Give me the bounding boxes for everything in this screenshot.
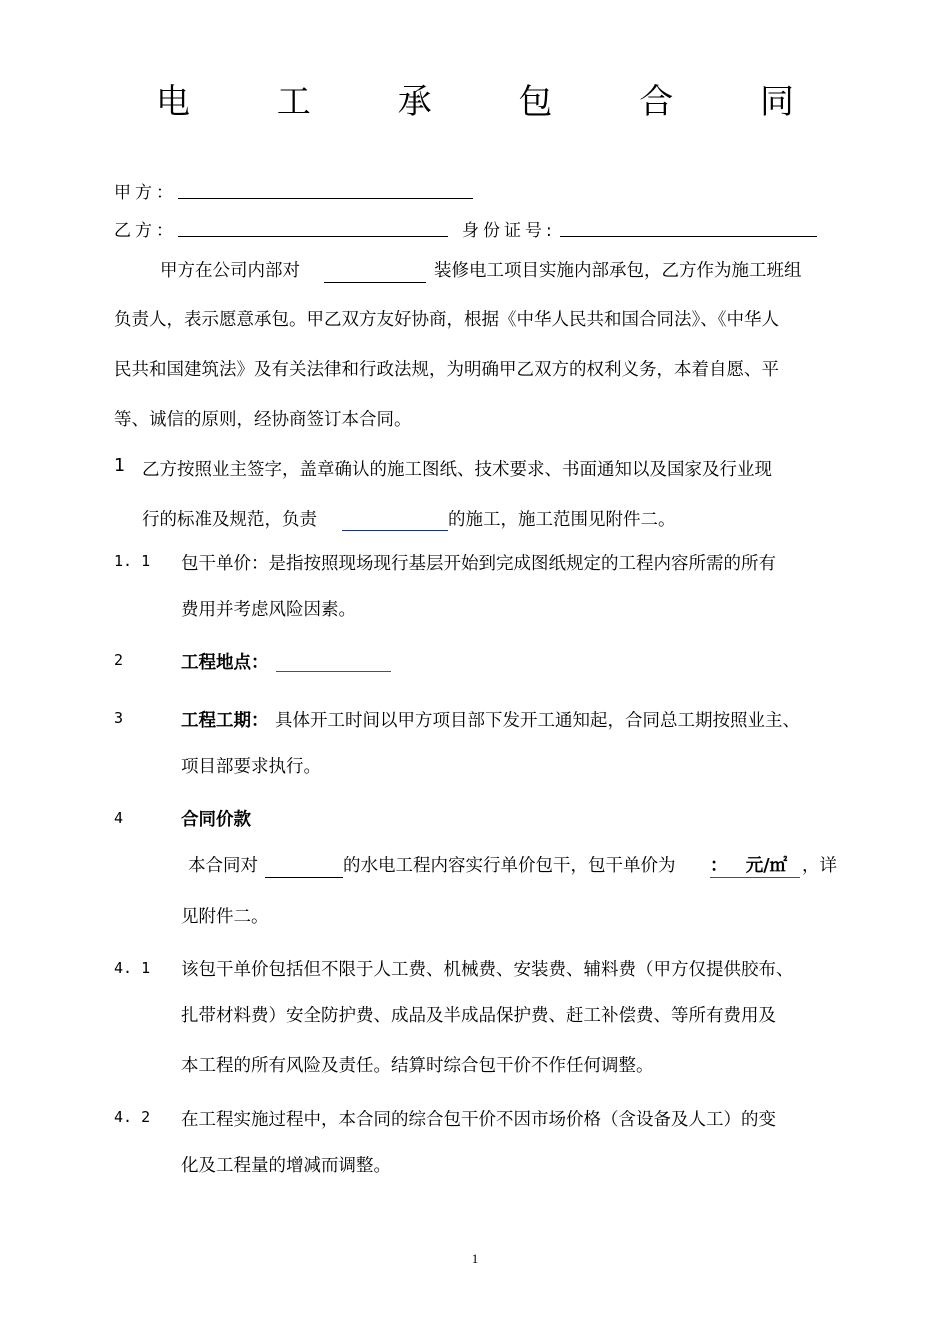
section-4-2-number: 4. 2 bbox=[114, 1108, 151, 1126]
section-4-1-line-2: 扎带材料费）安全防护费、成品及半成品保护费、赶工补偿费、等所有费用及 bbox=[181, 1006, 776, 1026]
section-4-line-1c: ，详 bbox=[802, 856, 837, 876]
section-4-1-line-3: 本工程的所有风险及责任。结算时综合包干价不作任何调整。 bbox=[181, 1056, 654, 1076]
intro-line-1b: 装修电工项目实施内部承包，乙方作为施工班组 bbox=[434, 261, 802, 281]
section-3-line-1: 具体开工时间以甲方项目部下发开工通知起，合同总工期按照业主、 bbox=[275, 711, 800, 731]
unit-price-value: ： 元/㎡ bbox=[710, 856, 788, 876]
party-a-blank[interactable] bbox=[178, 198, 473, 199]
unit-price-blank[interactable] bbox=[710, 877, 800, 878]
party-b-label: 乙方： bbox=[114, 221, 177, 241]
party-a-label: 甲方： bbox=[114, 183, 177, 203]
section-4-2-line-1: 在工程实施过程中，本合同的综合包干价不因市场价格（含设备及人工）的变 bbox=[181, 1110, 776, 1130]
section-1-number: 1 bbox=[114, 456, 126, 476]
page-number: 1 bbox=[471, 1251, 479, 1266]
intro-line-2: 负责人，表示愿意承包。甲乙双方友好协商，根据《中华人民共和国合同法》、《中华人 bbox=[114, 310, 779, 330]
document-title: 电 工 承 包 合 同 bbox=[155, 82, 833, 122]
section-4-line-1a: 本合同对 bbox=[188, 856, 258, 876]
section-1-line-1: 乙方按照业主签字，盖章确认的施工图纸、技术要求、书面通知以及国家及行业现 bbox=[142, 460, 772, 480]
price-heading: 合同价款 bbox=[181, 810, 251, 830]
intro-line-3: 民共和国建筑法》及有关法律和行政法规，为明确甲乙双方的权利义务，本着自愿、平 bbox=[114, 360, 779, 380]
intro-line-1a: 甲方在公司内部对 bbox=[160, 261, 300, 281]
site-label: 工程地点： bbox=[181, 653, 269, 673]
section-1-1-line-1: 包干单价：是指按照现场现行基层开始到完成图纸规定的工程内容所需的所有 bbox=[181, 554, 776, 574]
id-number-label: 身份证号: bbox=[462, 221, 556, 241]
section-1-line-2b: 的施工，施工范围见附件二。 bbox=[448, 510, 676, 530]
duration-label: 工程工期： bbox=[181, 711, 269, 731]
section-1-line-2a: 行的标准及规范，负责 bbox=[142, 510, 317, 530]
id-number-blank[interactable] bbox=[560, 236, 817, 237]
party-b-blank[interactable] bbox=[178, 236, 448, 237]
section-4-1-number: 4. 1 bbox=[114, 959, 151, 977]
section-4-number: 4 bbox=[114, 809, 124, 827]
intro-line-4: 等、诚信的原则，经协商签订本合同。 bbox=[114, 410, 412, 430]
section-3-number: 3 bbox=[114, 709, 124, 727]
section-1-1-number: 1. 1 bbox=[114, 552, 151, 570]
scope-blank[interactable] bbox=[342, 530, 448, 531]
water-electric-blank[interactable] bbox=[265, 877, 343, 878]
section-2-number: 2 bbox=[114, 651, 124, 669]
project-blank[interactable] bbox=[324, 282, 426, 283]
section-4-2-line-2: 化及工程量的增减而调整。 bbox=[181, 1156, 391, 1176]
section-4-line-1b: 的水电工程内容实行单价包干，包干单价为 bbox=[343, 856, 676, 876]
site-blank[interactable] bbox=[276, 671, 391, 672]
section-4-1-line-1: 该包干单价包括但不限于人工费、机械费、安装费、辅料费（甲方仅提供胶布、 bbox=[181, 960, 794, 980]
section-3-line-2: 项目部要求执行。 bbox=[181, 757, 321, 777]
section-1-1-line-2: 费用并考虑风险因素。 bbox=[181, 600, 356, 620]
section-4-line-2: 见附件二。 bbox=[181, 907, 269, 927]
